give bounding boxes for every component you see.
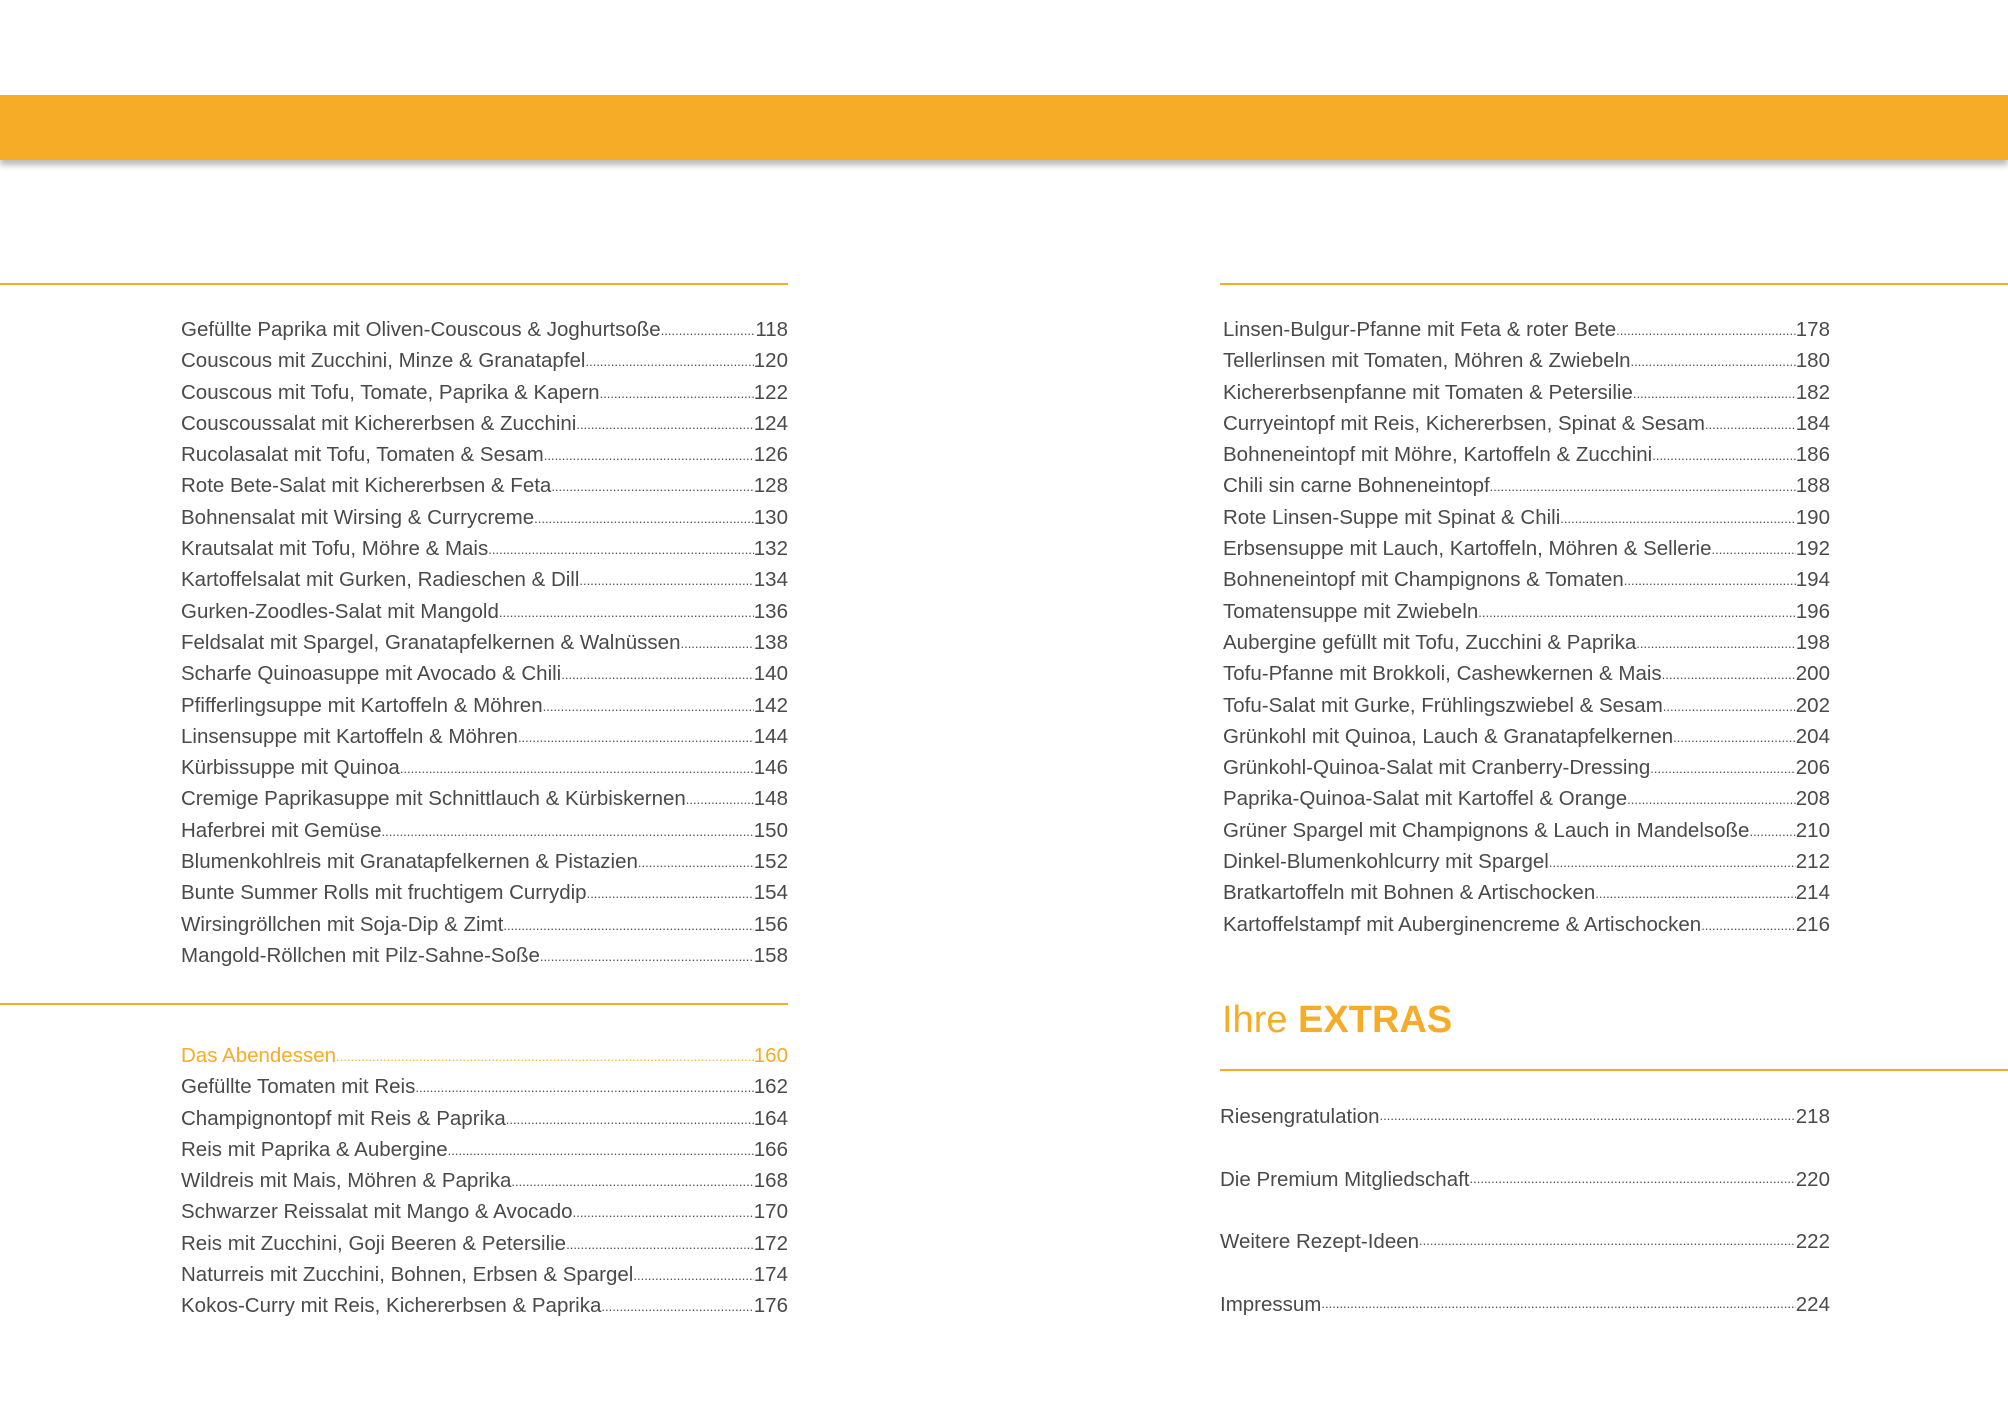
toc-entry bbox=[1223, 439, 1830, 470]
toc-entry-title: Gefüllte Paprika mit Oliven-Couscous & Joghurtsoße bbox=[181, 318, 661, 341]
toc-entry-title: Couscoussalat mit Kichererbsen & Zucchini bbox=[181, 411, 577, 435]
toc-dot-leader bbox=[566, 1229, 754, 1260]
toc-dot-leader bbox=[585, 346, 753, 377]
toc-entry bbox=[1223, 877, 1830, 908]
toc-entry-title: Krautsalat mit Tofu, Möhre & Mais bbox=[181, 537, 489, 561]
toc-entry-page: 146 bbox=[753, 756, 788, 780]
toc-entry bbox=[1223, 470, 1830, 501]
toc-entry bbox=[1223, 533, 1830, 564]
header-band bbox=[0, 95, 2008, 160]
toc-list-left-bottom bbox=[181, 1040, 788, 1322]
toc-entry-title: Riesengratulation bbox=[1220, 1105, 1380, 1128]
toc-entry-page: 214 bbox=[1795, 881, 1830, 905]
toc-entry-title: Feldsalat mit Spargel, Granatapfelkernen & Walnüssen bbox=[181, 630, 681, 654]
toc-dot-leader bbox=[1478, 597, 1796, 628]
toc-entry-page: 180 bbox=[1795, 349, 1830, 373]
toc-entry-title: Bohneneintopf mit Möhre, Kartoffeln & Zucchini bbox=[1223, 443, 1653, 467]
toc-entry-page: 198 bbox=[1795, 630, 1830, 654]
toc-entry-page: 206 bbox=[1795, 756, 1830, 780]
toc-entry bbox=[181, 1103, 788, 1134]
toc-entry-page: 208 bbox=[1795, 787, 1830, 811]
toc-dot-leader bbox=[638, 847, 754, 878]
toc-dot-leader bbox=[1470, 1163, 1796, 1194]
toc-entry-title: Kürbissuppe mit Quinoa bbox=[181, 756, 400, 780]
toc-entry bbox=[181, 1196, 788, 1227]
divider-right-extras bbox=[1220, 1069, 2008, 1071]
extras-heading-bold: EXTRAS bbox=[1298, 999, 1453, 1041]
toc-entry-page: 160 bbox=[753, 1044, 788, 1067]
toc-entry-title: Champignontopf mit Reis & Paprika bbox=[181, 1106, 506, 1130]
toc-entry-page: 212 bbox=[1795, 850, 1830, 874]
toc-dot-leader bbox=[601, 1291, 753, 1322]
toc-dot-leader bbox=[600, 378, 754, 409]
toc-dot-leader bbox=[633, 1260, 753, 1291]
toc-entry-page: 134 bbox=[753, 568, 788, 592]
toc-dot-leader bbox=[1711, 534, 1795, 565]
toc-entry-title: Pfifferlingsuppe mit Kartoffeln & Möhren bbox=[181, 693, 543, 717]
toc-entry-page: 182 bbox=[1795, 380, 1830, 404]
toc-dot-leader bbox=[1616, 315, 1796, 346]
toc-entry-title: Naturreis mit Zucchini, Bohnen, Erbsen & Spargel bbox=[181, 1263, 634, 1287]
toc-entry-title: Mangold-Röllchen mit Pilz-Sahne-Soße bbox=[181, 943, 540, 967]
toc-dot-leader bbox=[1595, 878, 1796, 909]
toc-dot-leader bbox=[686, 784, 754, 815]
toc-dot-leader bbox=[400, 753, 754, 784]
toc-dot-leader bbox=[448, 1135, 754, 1166]
toc-entry-page: 142 bbox=[753, 693, 788, 717]
toc-entry-page: 216 bbox=[1795, 912, 1830, 936]
toc-entry-title: Grünkohl mit Quinoa, Lauch & Granatapfelkernen bbox=[1223, 724, 1674, 748]
toc-entry-page: 120 bbox=[753, 349, 788, 373]
toc-entry bbox=[1223, 596, 1830, 627]
toc-entry-title: Kartoffelstampf mit Auberginencreme & Artischocken bbox=[1223, 912, 1702, 936]
toc-entry-title: Tellerlinsen mit Tomaten, Möhren & Zwiebeln bbox=[1223, 349, 1631, 373]
toc-entry bbox=[181, 1071, 788, 1102]
toc-dot-leader bbox=[1627, 784, 1796, 815]
toc-dot-leader bbox=[1321, 1288, 1795, 1319]
toc-dot-leader bbox=[511, 1166, 753, 1197]
toc-entry-page: 188 bbox=[1795, 474, 1830, 498]
toc-entry bbox=[1223, 752, 1830, 783]
toc-dot-leader bbox=[415, 1072, 753, 1103]
toc-entry-page: 126 bbox=[753, 443, 788, 467]
toc-entry-page: 224 bbox=[1795, 1292, 1830, 1316]
toc-entry-title: Kokos-Curry mit Reis, Kichererbsen & Paprika bbox=[181, 1294, 602, 1318]
toc-entry-page: 222 bbox=[1795, 1230, 1830, 1254]
toc-entry-page: 186 bbox=[1795, 443, 1830, 467]
toc-entry bbox=[181, 1259, 788, 1290]
toc-dot-leader bbox=[1636, 628, 1796, 659]
toc-entry-title: Grüner Spargel mit Champignons & Lauch in Mandelsoße bbox=[1223, 818, 1750, 842]
toc-entry bbox=[181, 1228, 788, 1259]
toc-dot-leader bbox=[544, 440, 754, 471]
toc-entry-title: Reis mit Zucchini, Goji Beeren & Petersilie bbox=[181, 1231, 567, 1255]
toc-dot-leader bbox=[561, 659, 754, 690]
toc-entry bbox=[181, 752, 788, 783]
toc-entry-title: Tofu-Salat mit Gurke, Frühlingszwiebel & Sesam bbox=[1223, 693, 1663, 717]
toc-dot-leader bbox=[503, 910, 753, 941]
toc-dot-leader bbox=[551, 471, 753, 502]
toc-entry-page: 218 bbox=[1795, 1105, 1830, 1128]
toc-dot-leader bbox=[576, 409, 753, 440]
toc-entry-title: Linsen-Bulgur-Pfanne mit Feta & roter Bete bbox=[1223, 318, 1617, 341]
toc-entry-title: Blumenkohlreis mit Granatapfelkernen & Pistazien bbox=[181, 850, 638, 874]
toc-entry bbox=[1220, 1101, 1830, 1164]
toc-entry bbox=[181, 439, 788, 470]
divider-left-middle bbox=[0, 1003, 788, 1005]
toc-entry bbox=[181, 658, 788, 689]
toc-entry-title: Das Abendessen bbox=[181, 1044, 337, 1067]
toc-entry-title: Gurken-Zoodles-Salat mit Mangold bbox=[181, 599, 499, 623]
toc-dot-leader bbox=[579, 565, 753, 596]
toc-entry bbox=[1223, 690, 1830, 721]
toc-entry-title: Bunte Summer Rolls mit fruchtigem Currydip bbox=[181, 881, 587, 905]
toc-entry-page: 184 bbox=[1795, 411, 1830, 435]
toc-entry bbox=[181, 940, 788, 971]
toc-entry-page: 178 bbox=[1795, 318, 1830, 341]
extras-list bbox=[1220, 1101, 1830, 1351]
toc-entry bbox=[181, 377, 788, 408]
toc-entry-title: Chili sin carne Bohneneintopf bbox=[1223, 474, 1490, 498]
toc-entry-title: Curryeintopf mit Reis, Kichererbsen, Spinat & Sesam bbox=[1223, 411, 1705, 435]
toc-entry bbox=[1223, 502, 1830, 533]
toc-dot-leader bbox=[1663, 691, 1796, 722]
toc-entry-page: 156 bbox=[753, 912, 788, 936]
toc-entry-title: Scharfe Quinoasuppe mit Avocado & Chili bbox=[181, 662, 562, 686]
toc-entry-title: Gefüllte Tomaten mit Reis bbox=[181, 1075, 416, 1099]
toc-dot-leader bbox=[573, 1197, 754, 1228]
toc-entry bbox=[1223, 721, 1830, 752]
toc-dot-leader bbox=[488, 534, 754, 565]
toc-entry bbox=[181, 627, 788, 658]
toc-entry-title: Bratkartoffeln mit Bohnen & Artischocken bbox=[1223, 881, 1596, 905]
toc-entry-page: 140 bbox=[753, 662, 788, 686]
toc-dot-leader bbox=[534, 503, 754, 534]
toc-entry-page: 194 bbox=[1795, 568, 1830, 592]
toc-entry-page: 132 bbox=[753, 537, 788, 561]
toc-entry bbox=[1223, 408, 1830, 439]
toc-entry-title: Bohnensalat mit Wirsing & Currycreme bbox=[181, 505, 535, 529]
toc-entry-title: Rote Linsen-Suppe mit Spinat & Chili bbox=[1223, 505, 1561, 529]
toc-entry bbox=[181, 690, 788, 721]
toc-entry bbox=[1223, 783, 1830, 814]
toc-entry bbox=[181, 783, 788, 814]
toc-entry-title: Kichererbsenpfanne mit Tomaten & Petersilie bbox=[1223, 380, 1633, 404]
toc-entry-page: 152 bbox=[753, 850, 788, 874]
toc-entry bbox=[181, 721, 788, 752]
toc-dot-leader bbox=[506, 1104, 754, 1135]
toc-section-entry bbox=[181, 1040, 788, 1071]
toc-dot-leader bbox=[540, 941, 754, 972]
toc-dot-leader bbox=[1701, 910, 1796, 941]
toc-entry-page: 122 bbox=[753, 380, 788, 404]
toc-entry bbox=[1223, 564, 1830, 595]
toc-entry bbox=[181, 564, 788, 595]
toc-entry-title: Tofu-Pfanne mit Brokkoli, Cashewkernen & Mais bbox=[1223, 662, 1662, 686]
toc-entry bbox=[1223, 345, 1830, 376]
toc-entry-page: 130 bbox=[753, 505, 788, 529]
toc-entry-page: 162 bbox=[753, 1075, 788, 1099]
toc-entry-page: 176 bbox=[753, 1294, 788, 1318]
toc-dot-leader bbox=[1673, 722, 1796, 753]
toc-entry-page: 118 bbox=[755, 318, 788, 341]
toc-entry-title: Dinkel-Blumenkohlcurry mit Spargel bbox=[1223, 850, 1549, 874]
toc-entry bbox=[181, 502, 788, 533]
toc-entry-title: Rucolasalat mit Tofu, Tomaten & Sesam bbox=[181, 443, 544, 467]
toc-entry bbox=[181, 846, 788, 877]
toc-dot-leader bbox=[1380, 1100, 1796, 1131]
toc-entry-page: 196 bbox=[1795, 599, 1830, 623]
divider-right-top bbox=[1220, 283, 2008, 285]
toc-entry-title: Linsensuppe mit Kartoffeln & Möhren bbox=[181, 724, 518, 748]
toc-entry-title: Couscous mit Zucchini, Minze & Granatapfel bbox=[181, 349, 586, 373]
toc-entry bbox=[181, 596, 788, 627]
toc-entry bbox=[181, 909, 788, 940]
toc-dot-leader bbox=[336, 1041, 754, 1072]
toc-entry-page: 202 bbox=[1795, 693, 1830, 717]
toc-entry-title: Paprika-Quinoa-Salat mit Kartoffel & Orange bbox=[1223, 787, 1628, 811]
toc-entry-title: Haferbrei mit Gemüse bbox=[181, 818, 382, 842]
toc-entry-title: Kartoffelsalat mit Gurken, Radieschen & Dill bbox=[181, 568, 580, 592]
toc-entry bbox=[1223, 815, 1830, 846]
toc-entry-title: Wildreis mit Mais, Möhren & Paprika bbox=[181, 1169, 512, 1193]
toc-list-right bbox=[1223, 314, 1830, 940]
toc-dot-leader bbox=[499, 597, 754, 628]
toc-entry bbox=[1220, 1289, 1830, 1352]
toc-entry-title: Impressum bbox=[1220, 1292, 1322, 1316]
toc-dot-leader bbox=[518, 722, 754, 753]
toc-dot-leader bbox=[543, 691, 754, 722]
toc-list-left-top bbox=[181, 314, 788, 971]
toc-entry-title: Couscous mit Tofu, Tomate, Paprika & Kapern bbox=[181, 380, 600, 404]
toc-entry bbox=[181, 345, 788, 376]
toc-dot-leader bbox=[1560, 503, 1795, 534]
toc-entry-title: Tomatensuppe mit Zwiebeln bbox=[1223, 599, 1479, 623]
toc-dot-leader bbox=[661, 315, 756, 346]
toc-dot-leader bbox=[1624, 565, 1796, 596]
toc-entry bbox=[181, 408, 788, 439]
toc-entry-page: 200 bbox=[1795, 662, 1830, 686]
toc-dot-leader bbox=[680, 628, 753, 659]
toc-entry-title: Cremige Paprikasuppe mit Schnittlauch & Kürbiskernen bbox=[181, 787, 686, 811]
toc-entry-page: 210 bbox=[1795, 818, 1830, 842]
toc-entry-page: 164 bbox=[753, 1106, 788, 1130]
toc-entry-page: 174 bbox=[753, 1263, 788, 1287]
toc-entry-title: Reis mit Paprika & Aubergine bbox=[181, 1137, 448, 1161]
toc-entry bbox=[1223, 314, 1830, 345]
toc-entry bbox=[1223, 377, 1830, 408]
toc-entry bbox=[181, 314, 788, 345]
toc-entry-title: Aubergine gefüllt mit Tofu, Zucchini & Paprika bbox=[1223, 630, 1637, 654]
divider-left-top bbox=[0, 283, 788, 285]
toc-dot-leader bbox=[382, 816, 754, 847]
toc-entry-title: Bohneneintopf mit Champignons & Tomaten bbox=[1223, 568, 1624, 592]
toc-entry-title: Die Premium Mitgliedschaft bbox=[1220, 1167, 1470, 1191]
extras-heading-light: Ihre bbox=[1222, 999, 1299, 1041]
toc-entry-page: 170 bbox=[753, 1200, 788, 1224]
toc-entry bbox=[1223, 658, 1830, 689]
toc-dot-leader bbox=[1631, 346, 1796, 377]
toc-entry-page: 158 bbox=[753, 943, 788, 967]
toc-entry bbox=[1220, 1164, 1830, 1227]
toc-dot-leader bbox=[1490, 471, 1796, 502]
toc-entry bbox=[181, 877, 788, 908]
toc-dot-leader bbox=[1705, 409, 1796, 440]
toc-entry-title: Wirsingröllchen mit Soja-Dip & Zimt bbox=[181, 912, 504, 936]
toc-entry-page: 172 bbox=[753, 1231, 788, 1255]
toc-entry-page: 148 bbox=[753, 787, 788, 811]
toc-entry-page: 154 bbox=[753, 881, 788, 905]
toc-entry-page: 166 bbox=[753, 1137, 788, 1161]
toc-entry-title: Weitere Rezept-Ideen bbox=[1220, 1230, 1420, 1254]
toc-entry bbox=[1220, 1226, 1830, 1289]
extras-heading bbox=[1222, 995, 1452, 1045]
toc-entry-title: Schwarzer Reissalat mit Mango & Avocado bbox=[181, 1200, 573, 1224]
toc-entry-title: Rote Bete-Salat mit Kichererbsen & Feta bbox=[181, 474, 552, 498]
toc-entry bbox=[181, 533, 788, 564]
toc-dot-leader bbox=[1650, 753, 1796, 784]
toc-entry-page: 150 bbox=[753, 818, 788, 842]
toc-entry-title: Erbsensuppe mit Lauch, Kartoffeln, Möhren & Sellerie bbox=[1223, 537, 1712, 561]
toc-entry-page: 204 bbox=[1795, 724, 1830, 748]
toc-entry bbox=[181, 470, 788, 501]
toc-dot-leader bbox=[1652, 440, 1796, 471]
toc-entry bbox=[181, 1165, 788, 1196]
toc-entry-page: 192 bbox=[1795, 537, 1830, 561]
toc-dot-leader bbox=[1419, 1225, 1796, 1256]
toc-entry-page: 136 bbox=[753, 599, 788, 623]
toc-entry-page: 124 bbox=[753, 411, 788, 435]
toc-entry-page: 138 bbox=[753, 630, 788, 654]
toc-entry-title: Grünkohl-Quinoa-Salat mit Cranberry-Dressing bbox=[1223, 756, 1651, 780]
toc-dot-leader bbox=[1662, 659, 1796, 690]
toc-entry bbox=[1223, 627, 1830, 658]
toc-dot-leader bbox=[1633, 378, 1796, 409]
toc-dot-leader bbox=[1749, 816, 1795, 847]
toc-entry-page: 168 bbox=[753, 1169, 788, 1193]
toc-entry-page: 128 bbox=[753, 474, 788, 498]
toc-entry bbox=[1223, 909, 1830, 940]
toc-entry bbox=[181, 815, 788, 846]
toc-entry bbox=[1223, 846, 1830, 877]
toc-dot-leader bbox=[1549, 847, 1796, 878]
toc-entry bbox=[181, 1290, 788, 1321]
toc-dot-leader bbox=[587, 878, 754, 909]
toc-entry-page: 190 bbox=[1795, 505, 1830, 529]
toc-entry-page: 220 bbox=[1795, 1167, 1830, 1191]
toc-entry-page: 144 bbox=[753, 724, 788, 748]
toc-entry bbox=[181, 1134, 788, 1165]
